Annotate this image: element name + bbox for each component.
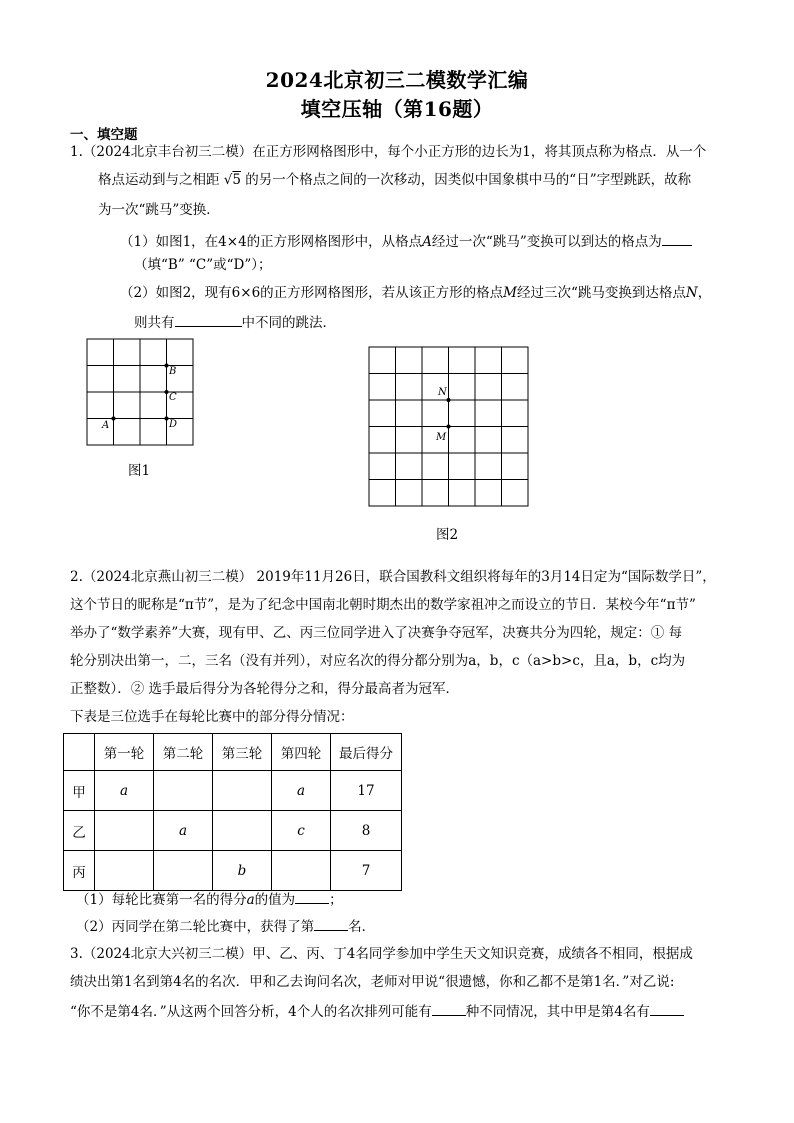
q3-line1: 3.（2024北京大兴初三二模）甲、乙、丙、丁4名同学参加中学生天文知识竞赛，成绩各不相同，根据成 [70,946,693,962]
q2-sub1-c: ； [329,892,343,908]
q1-part2-cont [134,312,794,332]
table-cell: 丙 [64,851,95,891]
table-cell [272,851,331,891]
answer-blank[interactable] [650,1001,684,1016]
table-header-cell: 第三轮 [213,734,272,771]
table-cell: a [272,771,331,811]
q1-part2-b: 经过三次“跳马变换到达格点 [517,285,686,301]
table-cell: 甲 [64,771,95,811]
q1-part1-c: （填“B” “C”或“D”）； [134,257,272,273]
q2-sub2-b: 名． [348,919,376,935]
label-n: N [438,387,447,398]
table-header-cell [64,734,95,771]
label-a: A [102,420,110,431]
q1-part2 [120,284,790,302]
point-b [165,364,169,368]
q3-line3 [70,1001,740,1021]
point-d [165,417,169,421]
q2-line2: 这个节日的昵称是“π节”，是为了纪念中国南北朝时期杰出的数学家祖冲之而设立的节日．某校今年“π节” [70,597,696,613]
table-cell: 7 [331,851,402,891]
table-cell [95,811,154,851]
q1-line2-b: 的另一个格点之间的一次移动，因类似中国象棋中马的“日”字型跳跃，故称 [245,172,692,188]
q2-sub2 [76,916,746,936]
q1-part1 [120,231,790,251]
q3-line3-a: “你不是第4名．”从这两个回答分析，4个人的名次排列可能有 [70,1004,432,1020]
q1-part2-c: ， [697,285,712,301]
q2-line3: 举办了“数学素养”大赛，现有甲、乙、丙三位同学进入了决赛争夺冠军，决赛共分为四轮，规定：① 每 [70,625,683,641]
table-row [64,851,402,891]
table-cell [213,811,272,851]
q1-part1-a: （1）如图1，在4×4的正方形网格图形中，从格点 [120,234,423,250]
table-row [64,771,402,811]
q2-sub1 [76,889,746,909]
point-m [447,425,451,429]
q1-line3: 为一次“跳马”变换． [98,202,220,218]
sqrt-value: 5 [232,172,241,188]
q1-line2 [98,171,768,189]
table-cell: 17 [331,771,402,811]
label-c: C [169,392,177,403]
label-m: M [436,432,447,443]
figure-2-caption: 图2 [436,527,459,543]
table-cell: a [95,771,154,811]
answer-blank[interactable] [432,1001,466,1016]
var-m: M [503,285,517,301]
point-c [165,390,169,394]
table-row [64,811,402,851]
table-header-cell: 第一轮 [95,734,154,771]
document-title: 2024北京初三二模数学汇编 [265,68,529,92]
q2-line1: 2.（2024北京燕山初三二模） 2019年11月26日，联合国教科文组织将每年的3月14日定为“国际数学日”， [70,569,716,585]
table-cell: a [154,811,213,851]
q3-line3-b: 种不同情况，其中甲是第4名有 [465,1004,650,1020]
q1-part2-e: 中不同的跳法． [241,315,336,331]
q3-line2: 绩决出第1名到第4名的名次．甲和乙去询问名次，老师对甲说“很遗憾，你和乙都不是第1名．”对乙说: [70,974,675,990]
figure-1-caption: 图1 [128,463,151,479]
q2-line5: 正整数）．② 选手最后得分为各轮得分之和，得分最高者为冠军． [70,681,460,697]
q1-part2-d: 则共有 [134,315,175,331]
figure-1-grid [86,338,196,448]
table-header-cell: 第四轮 [272,734,331,771]
table-cell [95,851,154,891]
q2-sub2-a: （2）丙同学在第二轮比赛中，获得了第 [76,919,315,935]
q2-line6: 下表是三位选手在每轮比赛中的部分得分情况： [70,709,354,725]
q1-part1-b: 经过一次“跳马”变换可以到达的格点为 [431,234,662,250]
table-cell [213,771,272,811]
table-cell: b [213,851,272,891]
label-b: B [169,366,177,377]
point-n [447,398,451,402]
section-label: 一、填空题 [70,127,138,143]
table-cell: c [272,811,331,851]
answer-blank[interactable] [314,916,348,931]
table-header-cell: 最后得分 [331,734,402,771]
table-header-cell: 第二轮 [154,734,213,771]
table-cell [154,771,213,811]
table-cell: 乙 [64,811,95,851]
document-subtitle: 填空压轴（第16题） [300,97,494,121]
table-cell: 8 [331,811,402,851]
table-cell [154,851,213,891]
q2-sub1-a: （1）每轮比赛第一名的得分 [76,892,247,908]
answer-blank[interactable] [295,889,329,904]
q1-line2-a: 格点运动到与之相距 [98,172,220,188]
figure-2-grid [368,346,530,508]
answer-blank[interactable] [175,312,242,327]
q1-line1: 1.（2024北京丰台初三二模）在正方形网格图形中，每个小正方形的边长为1，将其顶点称为格点．从一个 [70,144,707,160]
label-d: D [169,419,178,430]
var-a: a [246,892,255,908]
table-header-row [64,734,402,771]
score-table [63,733,402,891]
answer-blank[interactable] [662,231,692,246]
var-a: A [422,234,432,250]
var-n: N [685,285,698,301]
q2-sub1-b: 的值为 [254,892,296,908]
q1-part2-a: （2）如图2，现有6×6的正方形网格图形，若从该正方形的格点 [120,285,504,301]
q2-line4: 轮分别决出第一，二，三名（没有并列），对应名次的得分都分别为a，b，c（a>b>c，且a，b，c均为 [70,653,686,669]
point-a [112,417,116,421]
sqrt-symbol: √5 [223,172,241,188]
